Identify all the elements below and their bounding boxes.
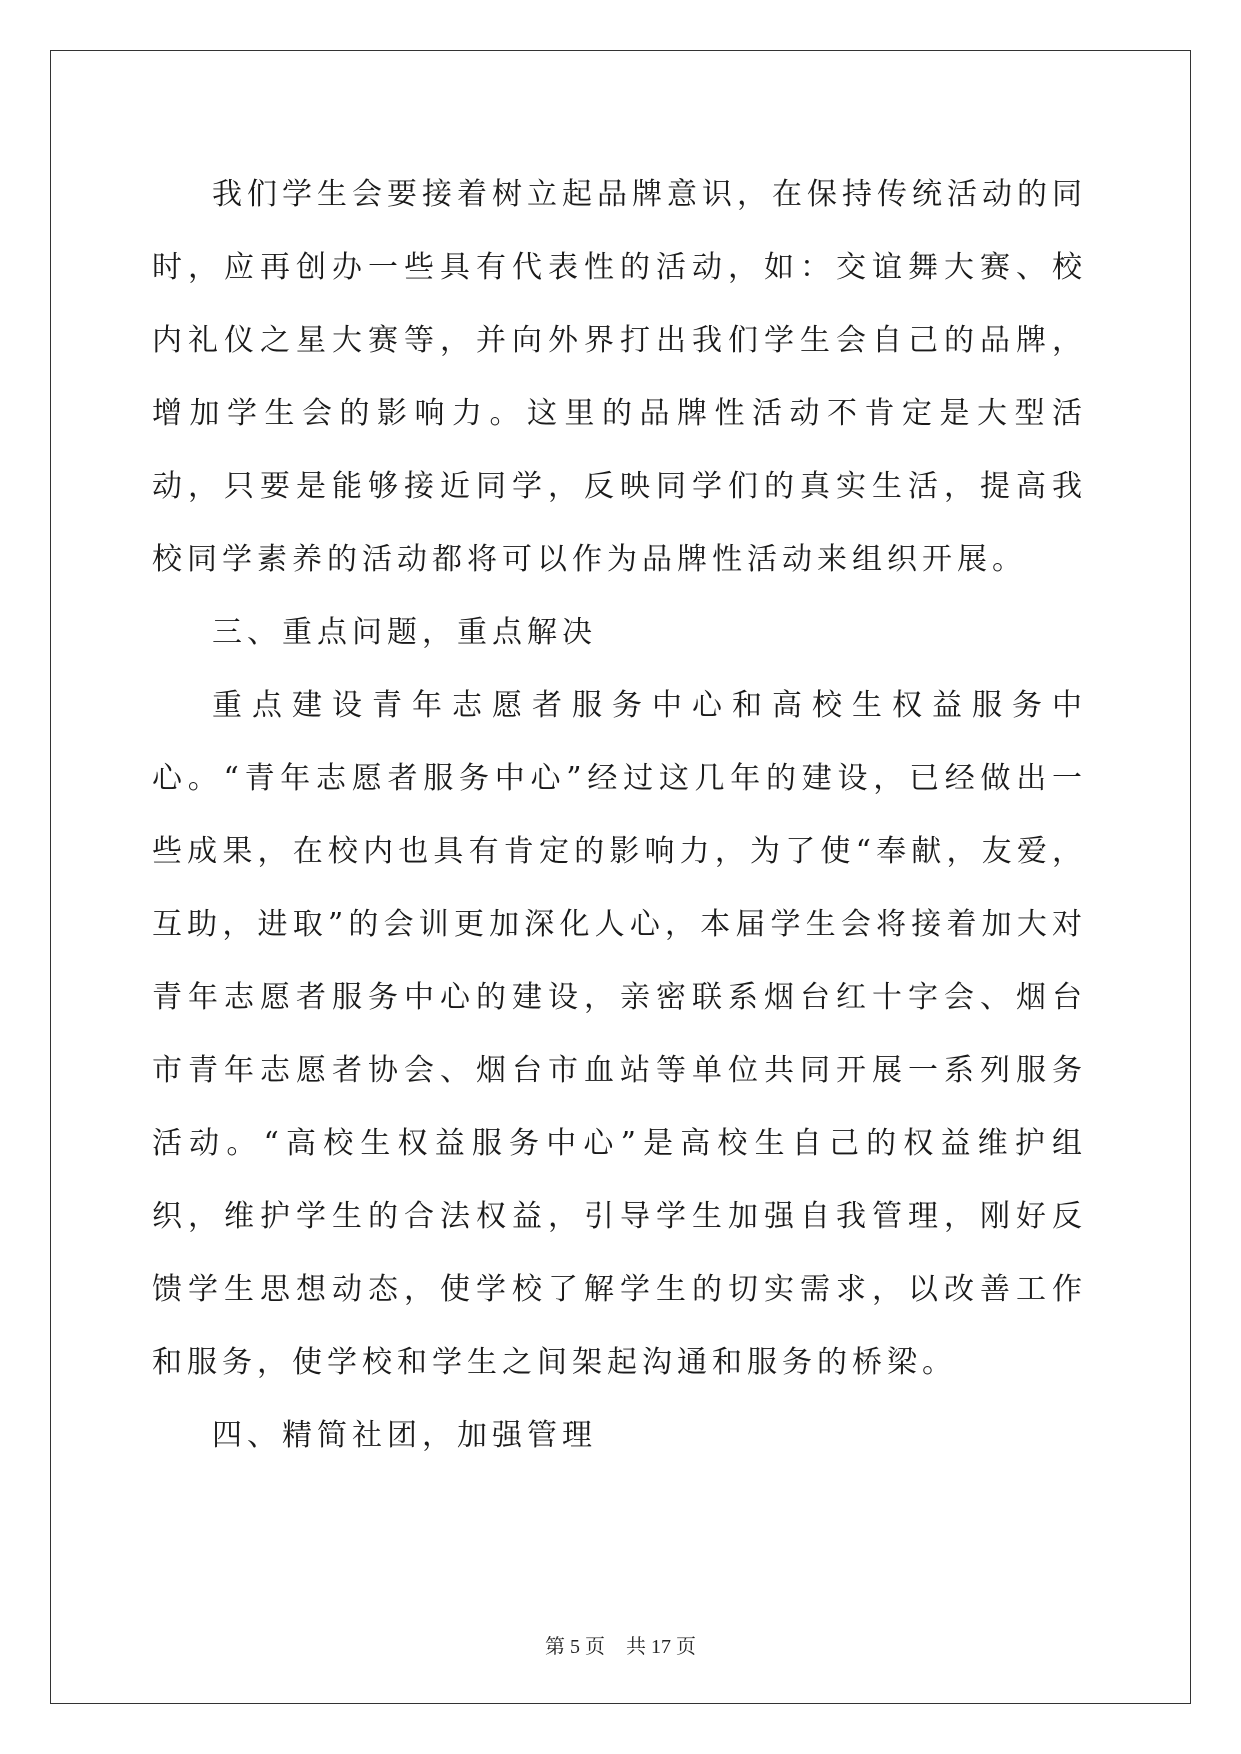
section-heading-3: 三、重点问题，重点解决: [212, 615, 597, 650]
page-footer: [0, 1630, 1241, 1659]
paragraph-brand-activities: 我们学生会要接着树立起品牌意识，在保持传统活动的同时，应再创办一些具有代表性的活动，如：交谊舞大赛、校内礼仪之星大赛等，并向外界打出我们学生会自己的品牌，增加学生会的影响力。这里的品牌性活动不肯定是大型活动，只要是能够接近同学，反映同学们的真实生活，提高我校同学素养的活动都将可以作为品牌性活动来组织开展。: [152, 177, 1087, 577]
page-total: 共 17 页: [626, 1636, 696, 1658]
document-body: [152, 158, 1087, 1472]
paragraph-service-centers: 重点建设青年志愿者服务中心和高校生权益服务中心。“青年志愿者服务中心”经过这几年的建设，已经做出一些成果，在校内也具有肯定的影响力，为了使“奉献，友爱，互助，进取”的会训更加深化人心，本届学生会将接着加大对青年志愿者服务中心的建设，亲密联系烟台红十字会、烟台市青年志愿者协会、烟台市血站等单位共同开展一系列服务活动。“高校生权益服务中心”是高校生自己的权益维护组织，维护学生的合法权益，引导学生加强自我管理，刚好反馈学生思想动态，使学校了解学生的切实需求，以改善工作和服务，使学校和学生之间架起沟通和服务的桥梁。: [152, 688, 1087, 1380]
page-number: 第 5 页: [545, 1636, 605, 1658]
section-heading-4: 四、精简社团，加强管理: [212, 1418, 597, 1453]
